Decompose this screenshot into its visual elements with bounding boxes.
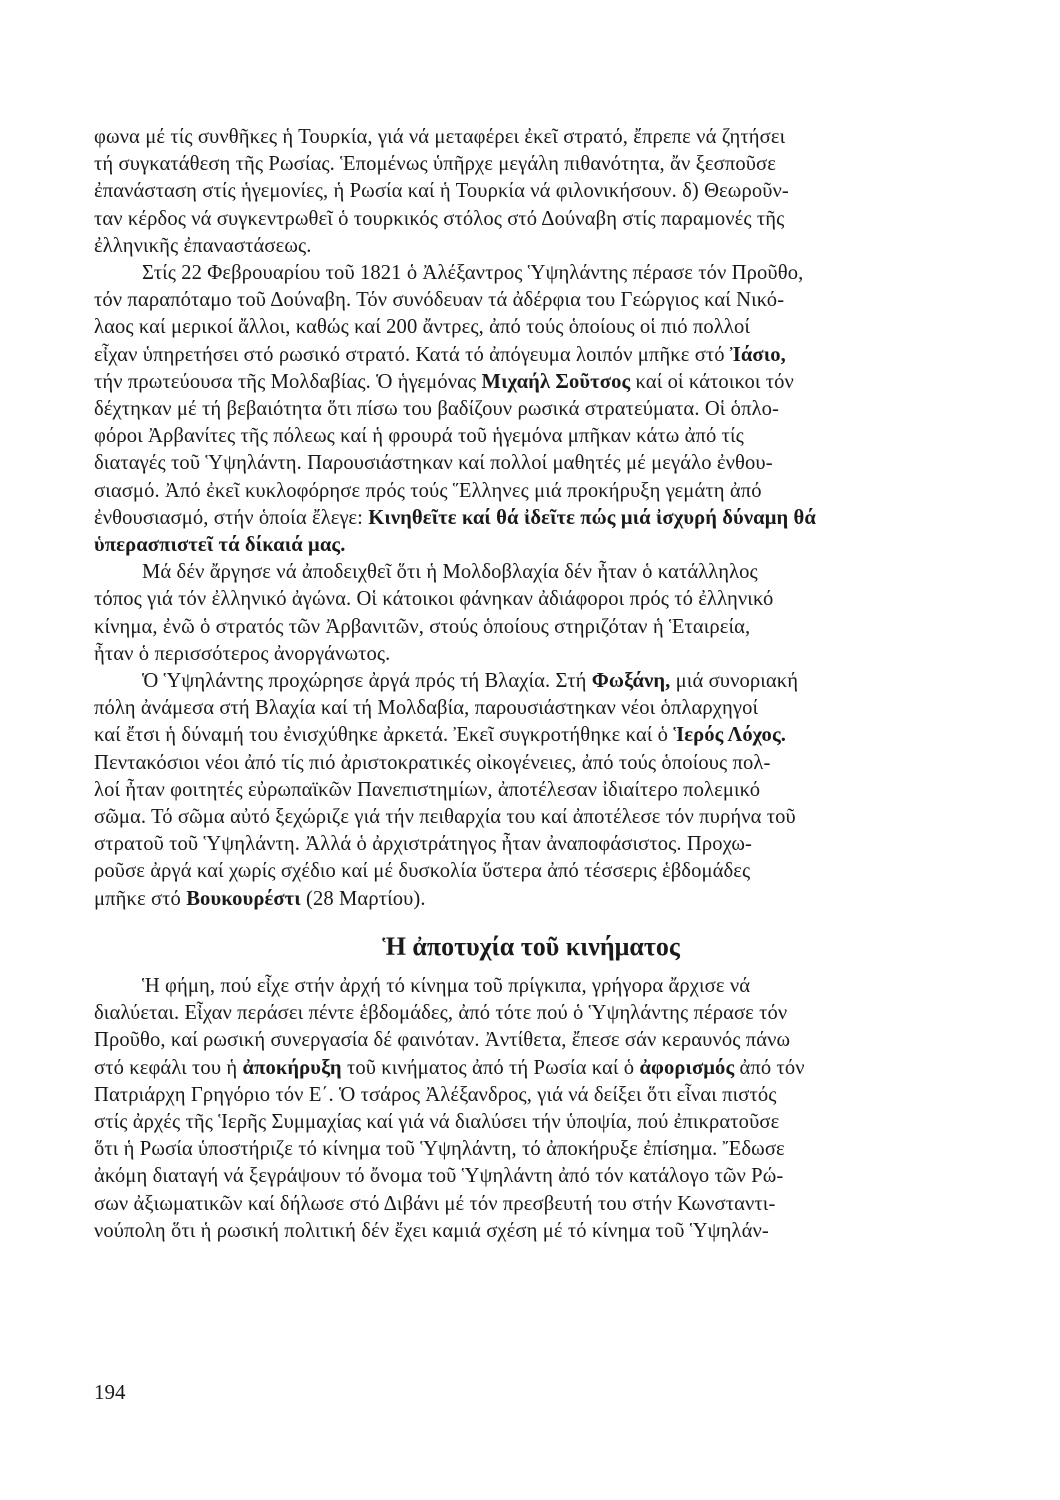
bold-apokiryxi: ἀποκήρυξη xyxy=(242,1056,342,1079)
text-line: ἦταν ὁ περισσότερος ἀνοργάνωτος. xyxy=(94,642,391,665)
text-line xyxy=(94,1055,968,1082)
text-run: τήν πρωτεύουσα τῆς Μολδαβίας. Ὁ ἡγεμόνας xyxy=(94,370,482,393)
bold-name-soutsos: Μιχαήλ Σοῦτσος xyxy=(481,370,631,393)
text-run: ἐνθουσιασμό, στήν ὁποία ἔλεγε: xyxy=(94,506,369,529)
text-line xyxy=(94,505,968,532)
text-line: ταν κέρδος νά συγκεντρωθεῖ ὁ τουρκικός στόλος στό Δούναβη στίς παραμονές τῆς xyxy=(94,207,785,230)
text-line: νούπολη ὅτι ἡ ρωσική πολιτική δέν ἔχει καμιά σχέση μέ τό κίνημα τοῦ Ὑψηλάν- xyxy=(94,1219,769,1242)
text-line xyxy=(94,668,968,695)
text-line: Προῦθο, καί ρωσική συνεργασία δέ φαινόταν. Ἀντίθετα, ἔπεσε σάν κεραυνός πάνω xyxy=(94,1029,791,1052)
text-line: σιασμό. Ἀπό ἐκεῖ κυκλοφόρησε πρός τούς Ἕλληνες μιά προκήρυξη γεμάτη ἀπό xyxy=(94,479,762,502)
text-line: τή συγκατάθεση τῆς Ρωσίας. Ἑπομένως ὑπῆρχε μεγάλη πιθανότητα, ἄν ξεσποῦσε xyxy=(94,153,776,176)
paragraph-3 xyxy=(94,559,968,668)
text-line: τόν παραπόταμο τοῦ Δούναβη. Τόν συνόδευαν τά ἀδέρφια του Γεώργιος καί Νικό- xyxy=(94,289,785,312)
text-line xyxy=(94,886,968,913)
text-line: ἐλληνικῆς ἐπαναστάσεως. xyxy=(94,234,312,257)
text-line: διαταγές τοῦ Ὑψηλάντη. Παρουσιάστηκαν καί πολλοί μαθητές μέ μεγάλο ἐνθου- xyxy=(94,452,773,475)
text-line: τόπος γιά τόν ἐλληνικό ἀγώνα. Οἱ κάτοικοι φάνηκαν ἀδιάφοροι πρός τό ἐλληνικό xyxy=(94,588,774,611)
page-number: 194 xyxy=(94,1380,126,1404)
text-line: λοί ἦταν φοιτητές εὐρωπαϊκῶν Πανεπιστημίων, ἀποτέλεσαν ἰδιαίτερο πολεμικό xyxy=(94,778,761,801)
text-line: στίς ἀρχές τῆς Ἱερῆς Συμμαχίας καί γιά νά διαλύσει τήν ὑποψία, πού ἐπικρατοῦσε xyxy=(94,1110,780,1133)
paragraph-1 xyxy=(94,124,968,260)
text-line: ὅτι ἡ Ρωσία ὑποστήριζε τό κίνημα τοῦ Ὑψηλάντη, τό ἀποκήρυξε ἐπίσημα. Ἔδωσε xyxy=(94,1138,785,1161)
page-body xyxy=(94,124,968,1245)
bold-quote: ὑπερασπιστεῖ τά δίκαιά μας. xyxy=(94,534,346,557)
text-line: στρατοῦ τοῦ Ὑψηλάντη. Ἀλλά ὁ ἀρχιστράτηγος ἦταν ἀναποφάσιστος. Προχω- xyxy=(94,833,752,856)
bold-quote: Κινηθεῖτε καί θά ἰδεῖτε πώς μιά ἰσχυρή δύναμη θά xyxy=(368,506,817,529)
text-run: στό κεφάλι του ἡ xyxy=(94,1056,243,1079)
text-line: πόλη ἀνάμεσα στή Βλαχία καί τή Μολδαβία, παρουσιάστηκαν νέοι ὁπλαρχηγοί xyxy=(94,697,759,720)
paragraph-5 xyxy=(94,973,968,1245)
text-line: φωνα μέ τίς συνθῆκες ἡ Τουρκία, γιά νά μεταφέρει ἐκεῖ στρατό, ἔπρεπε νά ζητήσει xyxy=(94,126,786,148)
text-line xyxy=(94,369,968,396)
paragraph-4 xyxy=(94,668,968,913)
text-line: ἐπανάσταση στίς ἡγεμονίες, ἡ Ρωσία καί ἡ Τουρκία νά φιλονικήσουν. δ) Θεωροῦν- xyxy=(94,180,789,203)
text-line: δέχτηκαν μέ τή βεβαιότητα ὅτι πίσω του βαδίζουν ρωσικά στρατεύματα. Οἱ ὁπλο- xyxy=(94,398,780,421)
text-line: Πατριάρχη Γρηγόριο τόν Ε΄. Ὁ τσάρος Ἀλέξανδρος, γιά νά δείξει ὅτι εἶναι πιστός xyxy=(94,1083,777,1106)
text-line: σων ἀξιωματικῶν καί δήλωσε στό Διβάνι μέ τόν πρεσβευτή του στήν Κωνσταντι- xyxy=(94,1192,776,1215)
text-line xyxy=(94,342,968,369)
text-run: τοῦ κινήματος ἀπό τή Ρωσία καί ὁ xyxy=(341,1056,640,1079)
text-line: λαος καί μερικοί ἄλλοι, καθώς καί 200 ἄντρες, ἀπό τούς ὁποίους οἱ πιό πολλοί xyxy=(94,316,751,339)
text-line: διαλύεται. Εἶχαν περάσει πέντε ἑβδομάδες, ἀπό τότε πού ὁ Ὑψηλάντης πέρασε τόν xyxy=(94,1002,788,1025)
text-line: κίνημα, ἐνῶ ὁ στρατός τῶν Ἀρβανιτῶν, στούς ὁποίους στηριζόταν ἡ Ἑταιρεία, xyxy=(94,615,751,638)
bold-place-iasio: Ἰάσιο, xyxy=(729,343,786,366)
text-line: σῶμα. Τό σῶμα αὐτό ξεχώριζε γιά τήν πειθαρχία του καί ἀποτέλεσε τόν πυρήνα τοῦ xyxy=(94,806,796,829)
text-run: μπῆκε στό xyxy=(94,887,187,910)
text-line xyxy=(94,532,968,559)
bold-ieros-lochos: Ἱερός Λόχος. xyxy=(673,724,786,747)
text-run: Ὁ Ὑψηλάντης προχώρησε ἀργά πρός τή Βλαχία. Στή xyxy=(142,670,592,693)
text-run: (28 Μαρτίου). xyxy=(300,887,426,910)
bold-aforismos: ἀφορισμός xyxy=(639,1056,735,1079)
text-run: καί ἔτσι ἡ δύναμή του ἐνισχύθηκε ἀρκετά. Ἐκεῖ συγκροτήθηκε καί ὁ xyxy=(94,724,674,747)
section-heading: Ἡ ἀποτυχία τοῦ κινήματος xyxy=(382,931,680,961)
text-line xyxy=(94,722,968,749)
text-line: Πεντακόσιοι νέοι ἀπό τίς πιό ἀριστοκρατικές οἰκογένειες, ἀπό τούς ὁποίους πολ- xyxy=(94,751,771,774)
text-run: μιά συνοριακή xyxy=(670,670,799,693)
text-run: ἀπό τόν xyxy=(734,1056,805,1079)
text-line: ἀκόμη διαταγή νά ξεγράψουν τό ὄνομα τοῦ Ὑψηλάντη ἀπό τόν κατάλογο τῶν Ρώ- xyxy=(94,1165,784,1188)
paragraph-2 xyxy=(94,260,968,559)
text-line: φόροι Ἀρβανίτες τῆς πόλεως καί ἡ φρουρά τοῦ ἡγεμόνα μπῆκαν κάτω ἀπό τίς xyxy=(94,425,744,448)
bold-place-bucharest: Βουκουρέστι xyxy=(186,887,301,910)
text-line: ροῦσε ἀργά καί χωρίς σχέδιο καί μέ δυσκολία ὕστερα ἀπό τέσσερις ἑβδομάδες xyxy=(94,860,751,883)
text-line: Μά δέν ἄργησε νά ἀποδειχθεῖ ὅτι ἡ Μολδοβλαχία δέν ἦταν ὁ κατάλληλος xyxy=(142,561,758,584)
text-line: Στίς 22 Φεβρουαρίου τοῦ 1821 ὁ Ἀλέξαντρος Ὑψηλάντης πέρασε τόν Προῦθο, xyxy=(142,262,804,285)
bold-place-foxani: Φωξάνη, xyxy=(591,670,671,693)
text-run: εἶχαν ὑπηρετήσει στό ρωσικό στρατό. Κατά τό ἀπόγευμα λοιπόν μπῆκε στό xyxy=(94,343,730,366)
text-run: καί οἱ κάτοικοι τόν xyxy=(630,370,794,393)
text-line: Ἡ φήμη, πού εἶχε στήν ἀρχή τό κίνημα τοῦ πρίγκιπα, γρήγορα ἄρχισε νά xyxy=(142,974,751,997)
